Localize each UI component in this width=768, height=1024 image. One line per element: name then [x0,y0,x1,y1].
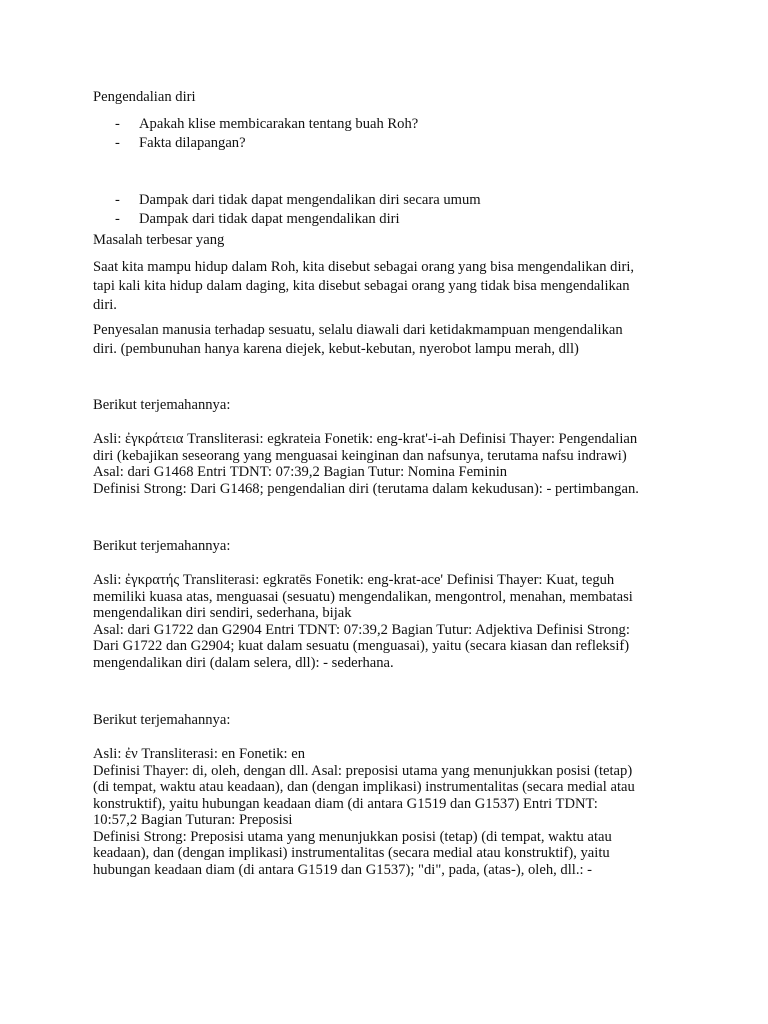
section-line: mengendalikan diri (dalam selera, dll): - sederhana. [93,654,394,671]
section-line: Asal: dari G1468 Entri TDNT: 07:39,2 Bagian Tutur: Nomina Feminin [93,464,508,480]
list-item-text: Dampak dari tidak dapat mengendalikan diri [139,211,400,227]
masalah-heading: Masalah terbesar yang [93,232,225,248]
section-line: konstruktif), yaitu hubungan keadaan diam (di antara G1519 dan G1537) Entri TDNT: [93,795,598,812]
section-line: Asal: dari G1722 dan G2904 Entri TDNT: 07:39,2 Bagian Tutur: Adjektiva Definisi Strong: [93,621,630,638]
list-item [93,191,672,210]
section-line: diri (kebajikan seseorang yang menguasai keinginan dan nafsunya, terutama nafsu indrawi) [93,447,627,464]
section-line: Asli: ἐγκρατής Transliterasi: egkratēs Fonetik: eng-krat-ace' Definisi Thayer: Kuat, teguh [93,572,615,588]
list-item-text: Apakah klise membicarakan tentang buah Roh? [139,116,419,132]
section-line: 10:57,2 Bagian Tuturan: Preposisi [93,812,293,828]
list-item-text: Fakta dilapangan? [139,135,246,151]
list-item-text: Dampak dari tidak dapat mengendalikan diri secara umum [139,192,481,208]
section-line: hubungan keadaan diam (di antara G1519 dan G1537); "di", pada, (atas-), oleh, dll.: - [93,861,593,878]
section-line: mengendalikan diri sendiri, sederhana, bijak [93,605,352,621]
paragraph-2 [93,321,672,359]
list-item [93,210,672,229]
section-1 [93,396,672,497]
section-2 [93,537,672,671]
section-line: Definisi Strong: Preposisi utama yang menunjukkan posisi (tetap) (di tempat, waktu atau [93,828,612,845]
paragraph-line: diri. (pembunuhan hanya karena diejek, kebut-kebutan, nyerobot lampu merah, dll) [93,341,579,357]
section-heading: Berikut terjemahannya: [93,712,231,728]
paragraph-line: tapi kali kita hidup dalam daging, kita disebut sebagai orang yang tidak bisa mengendalikan [93,278,630,294]
section-line: Dari G1722 dan G2904; kuat dalam sesuatu (menguasai), yaitu (secara kiasan dan refleksif) [93,638,630,654]
bullet-list-1 [93,115,672,153]
doc-title: Pengendalian diri [93,89,196,105]
bullet-list-2 [93,191,672,229]
dash-marker: - [115,135,120,151]
section-line: (di tempat, waktu atau keadaan), dan (dengan implikasi) instrumentalitas (secara medial atau [93,779,635,795]
section-line: keadaan), dan (dengan implikasi) instrumentalitas (secara medial atau konstruktif), yaitu [93,845,610,861]
dash-marker: - [115,211,120,227]
section-body [93,572,672,671]
paragraph-1 [93,258,672,315]
dash-marker: - [115,192,120,208]
section-line: Definisi Strong: Dari G1468; pengendalian diri (terutama dalam kekudusan): - pertimbangan. [93,480,639,497]
dash-marker: - [115,116,120,132]
paragraph-line: diri. [93,297,117,313]
section-line: Asli: ἐν Transliterasi: en Fonetik: en [93,746,306,762]
section-line: Asli: ἐγκράτεια Transliterasi: egkrateia Fonetik: eng-krat'-i-ah Definisi Thayer: Pengendalian [93,431,638,447]
section-body [93,431,672,497]
section-body [93,746,672,878]
list-item [93,134,672,153]
paragraph-line: Penyesalan manusia terhadap sesuatu, selalu diawali dari ketidakmampuan mengendalikan [93,322,623,338]
section-line: Definisi Thayer: di, oleh, dengan dll. Asal: preposisi utama yang menunjukkan posisi (tetap) [93,762,633,779]
list-item [93,115,672,134]
section-3 [93,711,672,878]
paragraph-line: Saat kita mampu hidup dalam Roh, kita disebut sebagai orang yang bisa mengendalikan diri, [93,259,635,275]
section-heading: Berikut terjemahannya: [93,538,231,554]
section-heading: Berikut terjemahannya: [93,397,231,413]
section-line: memiliki kuasa atas, menguasai (sesuatu) mengendalikan, mengontrol, menahan, membatasi [93,588,633,605]
